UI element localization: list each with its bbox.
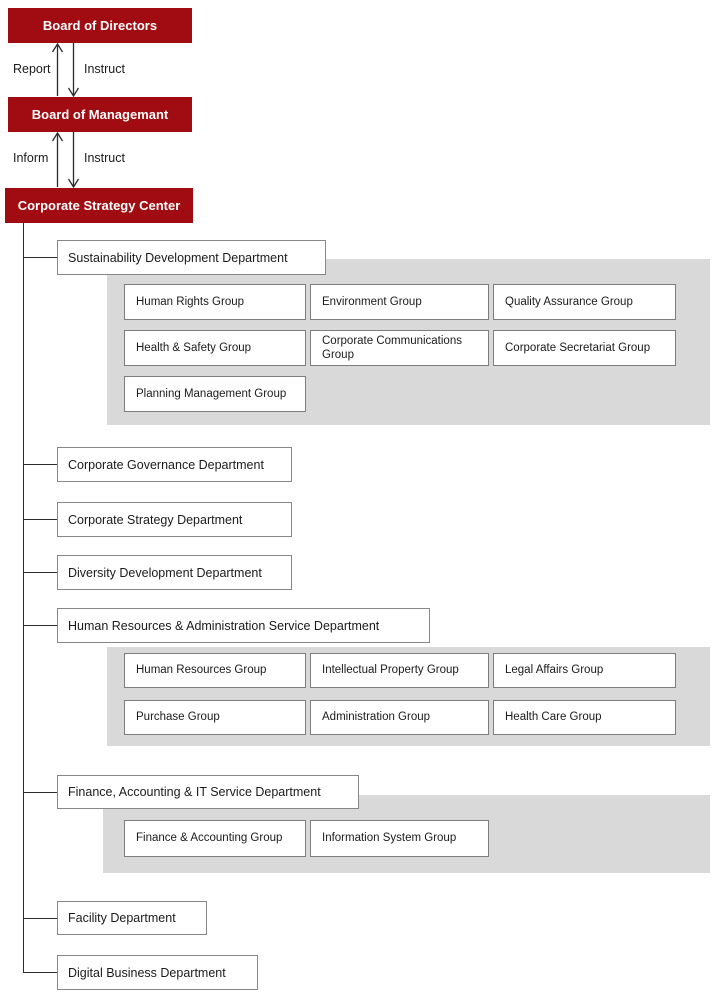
group-box-administration: Administration Group xyxy=(310,700,489,735)
instruct-label-top: Instruct xyxy=(84,62,125,76)
department-box-diversity: Diversity Development Department xyxy=(57,555,292,590)
group-box-corporate-secretariat: Corporate Secretariat Group xyxy=(493,330,676,366)
inform-label: Inform xyxy=(13,151,49,165)
group-box-planning-management: Planning Management Group xyxy=(124,376,306,412)
department-box-strategy: Corporate Strategy Department xyxy=(57,502,292,537)
instruct-label-bottom: Instruct xyxy=(84,151,125,165)
group-box-information-system: Information System Group xyxy=(310,820,489,857)
group-box-legal-affairs: Legal Affairs Group xyxy=(493,653,676,688)
group-box-finance-accounting: Finance & Accounting Group xyxy=(124,820,306,857)
group-box-purchase: Purchase Group xyxy=(124,700,306,735)
group-box-intellectual-property: Intellectual Property Group xyxy=(310,653,489,688)
connector-line-strategy xyxy=(23,519,57,520)
department-box-facility: Facility Department xyxy=(57,901,207,935)
connector-line-governance xyxy=(23,464,57,465)
group-box-corporate-communications: Corporate Communications Group xyxy=(310,330,489,366)
group-box-health-safety: Health & Safety Group xyxy=(124,330,306,366)
group-box-quality-assurance: Quality Assurance Group xyxy=(493,284,676,320)
group-box-health-care: Health Care Group xyxy=(493,700,676,735)
corporate-strategy-center-box: Corporate Strategy Center xyxy=(5,188,193,223)
group-box-human-resources: Human Resources Group xyxy=(124,653,306,688)
connector-line-diversity xyxy=(23,572,57,573)
group-box-environment: Environment Group xyxy=(310,284,489,320)
department-box-sustainability: Sustainability Development Department xyxy=(57,240,326,275)
connector-line-facility xyxy=(23,918,57,919)
connector-line-sustainability xyxy=(23,257,57,258)
department-box-digital: Digital Business Department xyxy=(57,955,258,990)
report-label: Report xyxy=(13,62,51,76)
board-of-management-box: Board of Managemant xyxy=(8,97,192,132)
connector-line-finance xyxy=(23,792,57,793)
group-box-human-rights: Human Rights Group xyxy=(124,284,306,320)
connector-line-digital xyxy=(23,972,57,973)
department-box-governance: Corporate Governance Department xyxy=(57,447,292,482)
tree-trunk-line xyxy=(23,223,24,972)
department-box-hr: Human Resources & Administration Service Department xyxy=(57,608,430,643)
department-box-finance: Finance, Accounting & IT Service Department xyxy=(57,775,359,809)
board-of-directors-box: Board of Directors xyxy=(8,8,192,43)
connector-line-hr xyxy=(23,625,57,626)
